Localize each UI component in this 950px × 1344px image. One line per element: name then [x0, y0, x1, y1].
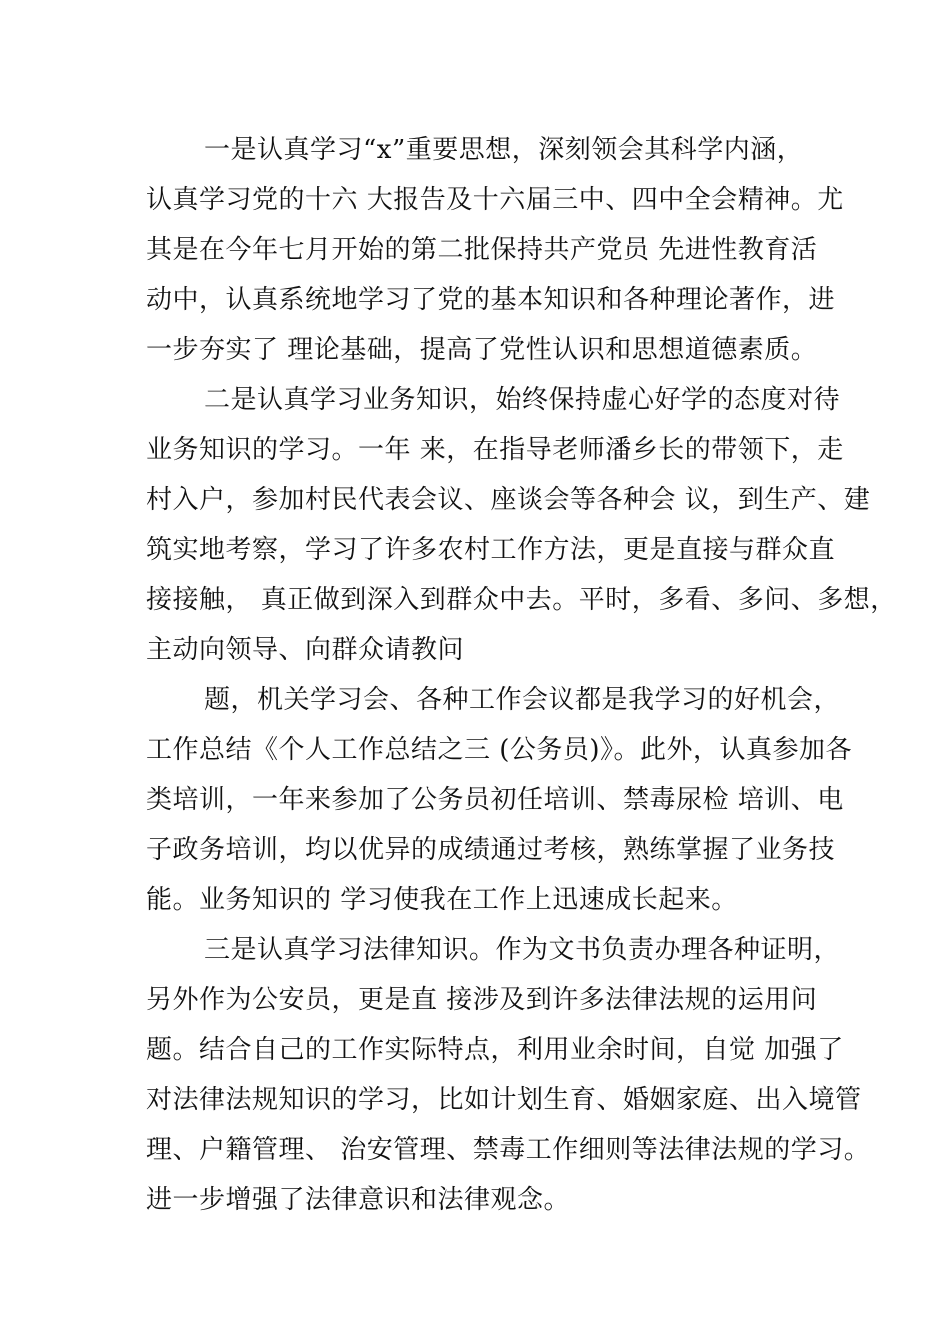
text-line: 题。结合自己的工作实际特点，利用业余时间，自觉 加强了 [146, 1035, 844, 1065]
text-line: 工作总结《个人工作总结之三 (公务员)》。此外，认真参加各 [146, 735, 853, 765]
text-line: 进一步增强了法律意识和法律观念。 [146, 1185, 571, 1215]
text-line: 主动向领导、向群众请教问 [146, 635, 465, 665]
text-line: 另外作为公安员，更是直 接涉及到许多法律法规的运用问 [146, 985, 818, 1015]
text-line: 业务知识的学习。一年 来，在指导老师潘乡长的带领下，走 [146, 435, 844, 465]
text-line: 村入户，参加村民代表会议、座谈会等各种会 议，到生产、建 [146, 485, 871, 515]
text-line: 能。业务知识的 学习使我在工作上迅速成长起来。 [146, 885, 738, 915]
text-line: 二是认真学习业务知识，始终保持虚心好学的态度对待 [204, 385, 841, 415]
text-line: 一步夯实了 理论基础，提高了党性认识和思想道德素质。 [146, 335, 818, 365]
text-line: 类培训，一年来参加了公务员初任培训、禁毒尿检 培训、电 [146, 785, 844, 815]
text-line: 三是认真学习法律知识。作为文书负责办理各种证明， [204, 935, 841, 965]
text-line: 一是认真学习“x”重要思想，深刻领会其科学内涵， [204, 135, 804, 165]
text-line: 其是在今年七月开始的第二批保持共产党员 先进性教育活 [146, 235, 818, 265]
text-line: 接接触， 真正做到深入到群众中去。平时，多看、多问、多想， [146, 585, 897, 615]
text-line: 动中，认真系统地学习了党的基本知识和各种理论著作，进 [146, 285, 836, 315]
text-line: 题，机关学习会、各种工作会议都是我学习的好机会， [204, 685, 841, 715]
text-line: 理、户籍管理、 治安管理、禁毒工作细则等法律法规的学习。 [146, 1135, 871, 1165]
text-line: 筑实地考察，学习了许多农村工作方法，更是直接与群众直 [146, 535, 836, 565]
text-line: 子政务培训，均以优异的成绩通过考核，熟练掌握了业务技 [146, 835, 836, 865]
text-line: 对法律法规知识的学习，比如计划生育、婚姻家庭、出入境管 [146, 1085, 862, 1115]
text-line: 认真学习党的十六 大报告及十六届三中、四中全会精神。尤 [146, 185, 844, 215]
